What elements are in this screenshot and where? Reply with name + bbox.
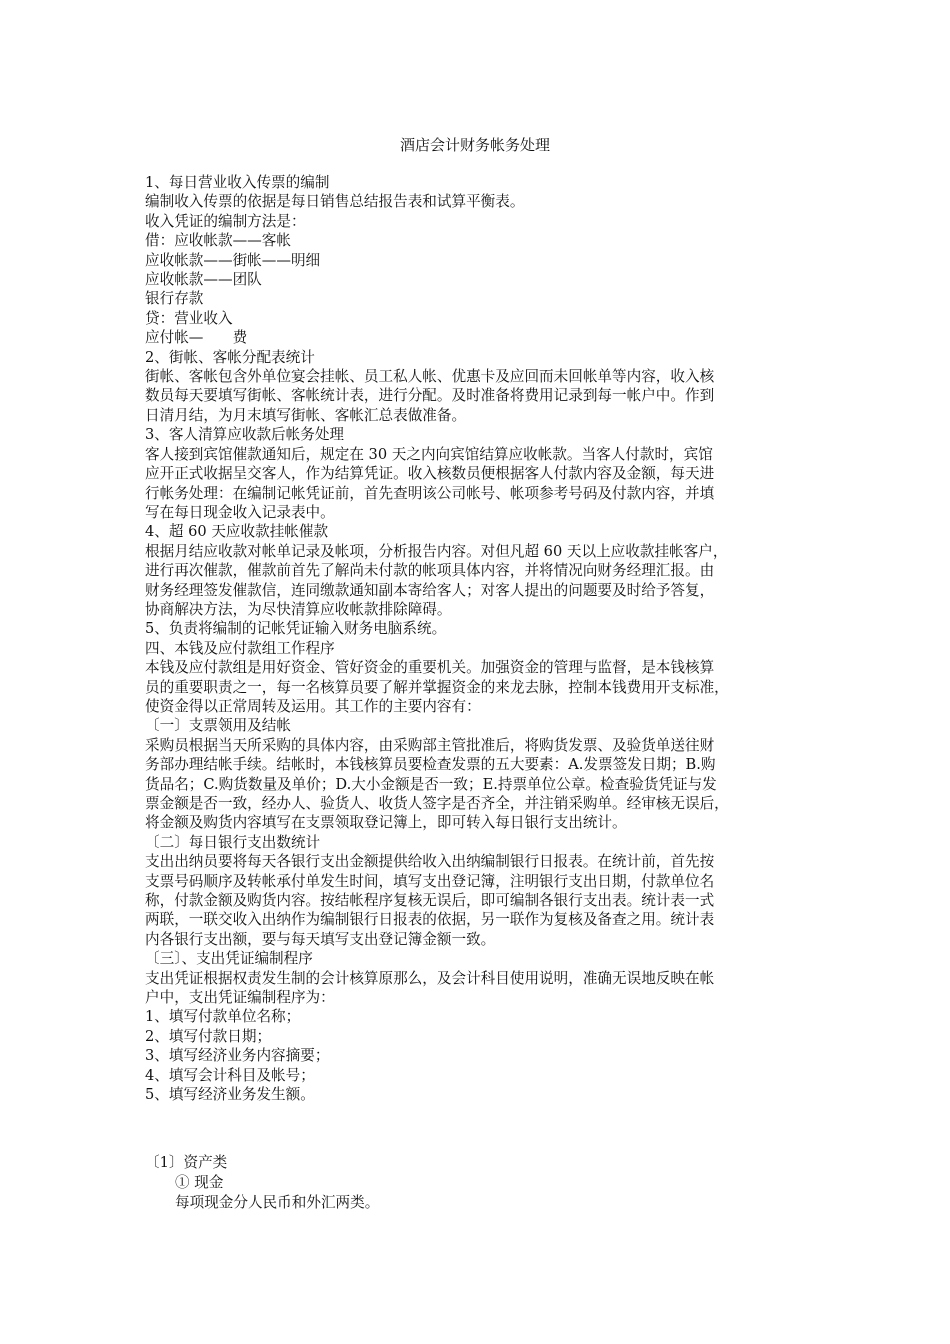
text-line: 3、填写经济业务内容摘要； <box>145 1047 330 1065</box>
text-line: 〔一〕支票领用及结帐 <box>145 717 291 735</box>
document-body <box>145 173 813 1105</box>
text-line: 应开正式收据呈交客人，作为结算凭证。收入核数员便根据客人付款内容及金额，每天进 <box>145 465 715 483</box>
text-line: 应收帐款——团队 <box>145 271 262 289</box>
text-line: 每项现金分人民币和外汇两类。 <box>175 1194 380 1211</box>
text-line: 票金额是否一致，经办人、验货人、收货人签字是否齐全，并注销采购单。经审核无误后， <box>145 795 729 812</box>
text-line: 写在每日现金收入记录表中。 <box>145 503 335 521</box>
text-line: 户中，支出凭证编制程序为： <box>145 989 335 1007</box>
text-line: 支票号码顺序及转帐承付单发生时间，填写支出登记簿，注明银行支出日期，付款单位名 <box>145 872 715 890</box>
text-line: 协商解决方法，为尽快清算应收帐款排除障碍。 <box>145 600 452 618</box>
text-line: 日清月结，为月末填写街帐、客帐汇总表做准备。 <box>145 406 467 424</box>
document-title: 酒店会计财务帐务处理 <box>399 136 550 154</box>
text-line: 贷：营业收入 <box>145 309 233 327</box>
text-line: 4、超 60 天应收款挂帐催款 <box>145 523 329 541</box>
text-line: 客人接到宾馆催款通知后，规定在 30 天之内向宾馆结算应收帐款。当客人付款时，宾馆 <box>145 445 713 463</box>
text-line: 〔三〕、支出凭证编制程序 <box>145 950 313 968</box>
text-line: 收入凭证的编制方法是： <box>145 212 306 230</box>
text-line: 内各银行支出额，要与每天填写支出登记簿金额一致。 <box>145 930 496 948</box>
text-line: 2、街帐、客帐分配表统计 <box>145 348 315 366</box>
text-line: 务部办理结帐手续。结帐时，本钱核算员要检查发票的五大要素：A.发票签发日期；B.购 <box>145 756 716 774</box>
text-line: ① 现金 <box>175 1174 224 1191</box>
text-line: 3、客人清算应收款后帐务处理 <box>145 426 345 444</box>
text-line: 支出凭证根据权责发生制的会计核算原那么，及会计科目使用说明，准确无误地反映在帐 <box>145 969 715 987</box>
text-line: 〔1〕资产类 <box>145 1154 228 1171</box>
text-line: 5、填写经济业务发生额。 <box>145 1086 315 1104</box>
text-line: 2、填写付款日期； <box>145 1027 272 1045</box>
text-line: 应付帐— 费 <box>145 329 248 347</box>
text-line: 称，付款金额及购货内容。按结帐程序复核无误后，即可编制各银行支出表。统计表一式 <box>145 892 715 910</box>
text-line: 进行再次催款，催款前首先了解尚未付款的帐项具体内容，并将情况向财务经理汇报。由 <box>145 562 715 580</box>
document-tail <box>145 1153 813 1213</box>
text-line: 将金额及购货内容填写在支票领取登记簿上，即可转入每日银行支出统计。 <box>145 814 627 832</box>
text-line: 4、填写会计科目及帐号； <box>145 1066 315 1084</box>
text-line: 财务经理签发催款信，连同缴款通知副本寄给客人；对客人提出的问题要及时给予答复， <box>145 581 715 599</box>
text-line: 银行存款 <box>145 290 204 308</box>
text-line: 本钱及应付款组是用好资金、管好资金的重要机关。加强资金的管理与监督，是本钱核算 <box>145 659 715 677</box>
text-line: 街帐、客帐包含外单位宴会挂帐、员工私人帐、优惠卡及应回而未回帐单等内容，收入核 <box>145 368 715 386</box>
text-line: 支出出纳员要将每天各银行支出金额提供给收入出纳编制银行日报表。在统计前，首先按 <box>145 853 715 871</box>
text-line: 1、填写付款单位名称； <box>145 1008 301 1026</box>
text-line: 应收帐款——街帐——明细 <box>145 251 321 269</box>
text-line: 两联，一联交收入出纳作为编制银行日报表的依据，另一联作为复核及备查之用。统计表 <box>145 911 715 929</box>
text-line: 编制收入传票的依据是每日销售总结报告表和试算平衡表。 <box>145 193 525 211</box>
text-line: 使资金得以正常周转及运用。其工作的主要内容有： <box>145 697 481 715</box>
text-line: 四、本钱及应付款组工作程序 <box>145 639 335 657</box>
text-line: 数员每天要填写街帐、客帐统计表，进行分配。及时准备将费用记录到每一帐户中。作到 <box>145 387 715 405</box>
text-line: 采购员根据当天所采购的具体内容，由采购部主管批准后，将购货发票、及验货单送往财 <box>145 736 715 754</box>
text-line: 5、负责将编制的记帐凭证输入财务电脑系统。 <box>145 620 447 638</box>
text-line: 〔二〕每日银行支出数统计 <box>145 833 321 851</box>
text-line: 借：应收帐款——客帐 <box>145 232 291 250</box>
text-line: 1、每日营业收入传票的编制 <box>145 174 330 191</box>
text-line: 行帐务处理：在编制记帐凭证前，首先查明该公司帐号、帐项参考号码及付款内容，并填 <box>145 484 715 502</box>
text-line: 根据月结应收款对帐单记录及帐项，分析报告内容。对但凡超 60 天以上应收款挂帐客户， <box>145 542 728 560</box>
text-line: 员的重要职责之一，每一名核算员要了解并掌握资金的来龙去脉，控制本钱费用开支标准， <box>145 678 729 696</box>
text-line: 货品名；C.购货数量及单价；D.大小金额是否一致；E.持票单位公章。检查验货凭证与发 <box>145 775 717 793</box>
